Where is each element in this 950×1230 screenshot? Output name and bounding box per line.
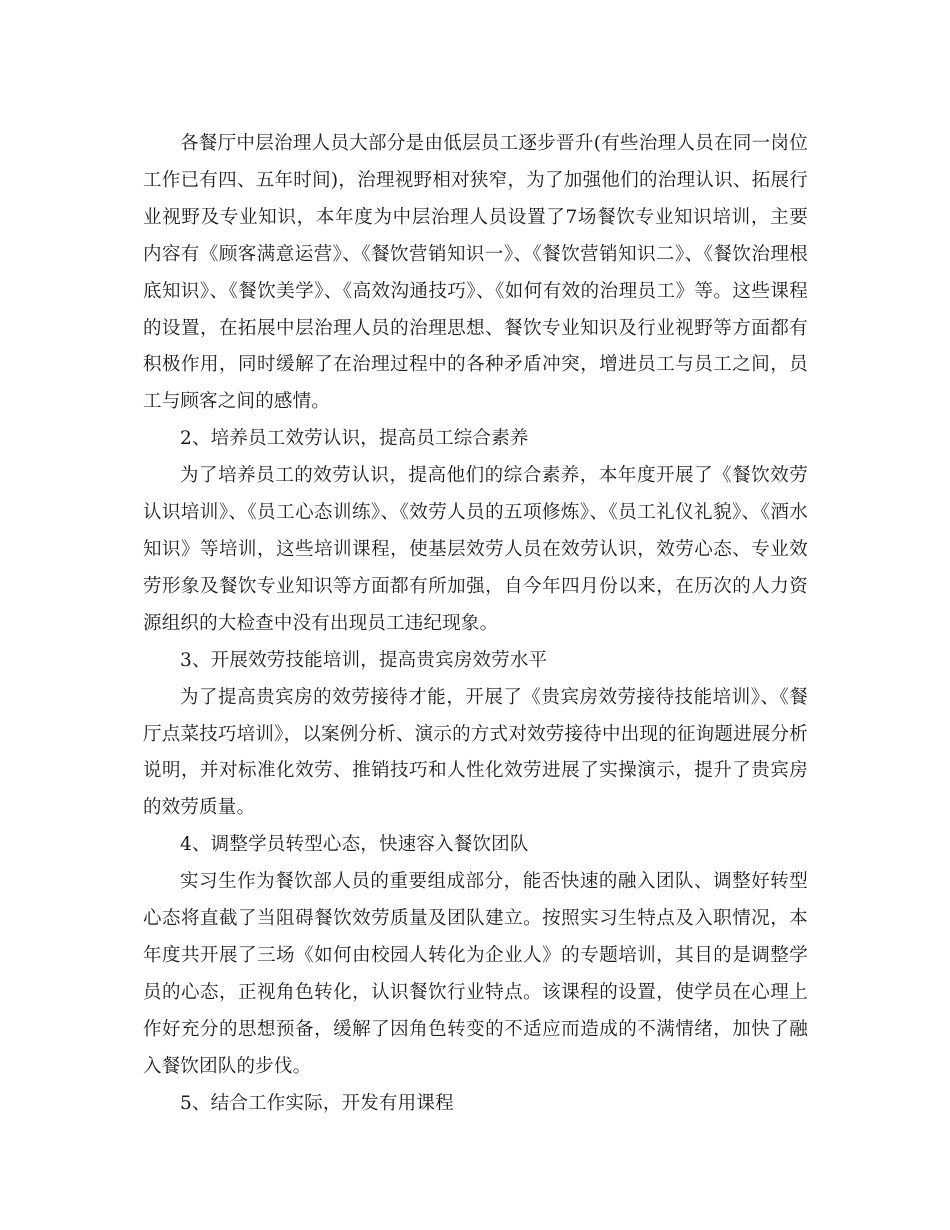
paragraph-middle-management-training: 各餐厅中层治理人员大部分是由低层员工逐步晋升(有些治理人员在同一岗位工作已有四、五年时间)，治理视野相对狭窄，为了加强他们的治理认识、拓展行业视野及专业知识，本年度为中层治理人员设置了7场餐饮专业知识培训，主要内容有《顾客满意运营》、《餐饮营销知识一》、《餐饮营销知识二》、《餐饮治理根底知识》、《餐饮美学》、《高效沟通技巧》、《如何有效的治理员工》等。这些课程的设置，在拓展中层治理人员的治理思想、餐饮专业知识及行业视野等方面都有积极作用，同时缓解了在治理过程中的各种矛盾冲突，增进员工与员工之间，员工与顾客之间的感情。 — [143, 133, 808, 413]
section-heading-service-awareness: 2、培养员工效劳认识，提高员工综合素养 — [180, 428, 529, 450]
section-heading-trainee-mindset: 4、调整学员转型心态，快速容入餐饮团队 — [180, 834, 529, 856]
section-heading-vip-service-skills: 3、开展效劳技能培训，提高贵宾房效劳水平 — [180, 649, 548, 671]
document-page — [143, 126, 808, 1122]
section-heading-practical-courses: 5、结合工作实际，开发有用课程 — [180, 1092, 454, 1114]
paragraph-service-awareness: 为了培养员工的效劳认识，提高他们的综合素养，本年度开展了《餐饮效劳认识培训》、《员工心态训练》、《效劳人员的五项修炼》、《员工礼仪礼貌》、《酒水知识》等培训，这些培训课程，使基层效劳人员在效劳认识，效劳心态、专业效劳形象及餐饮专业知识等方面都有所加强，自今年四月份以来，在历次的人力资源组织的大检查中没有出现员工违纪现象。 — [143, 465, 808, 634]
paragraph-trainee-mindset: 实习生作为餐饮部人员的重要组成部分，能否快速的融入团队、调整好转型心态将直截了当阻碍餐饮效劳质量及团队建立。按照实习生特点及入职情况，本年度共开展了三场《如何由校园人转化为企业人》的专题培训，其目的是调整学员的心态，正视角色转化，认识餐饮行业特点。该课程的设置，使学员在心理上作好充分的思想预备，缓解了因角色转变的不适应而造成的不满情绪，加快了融入餐饮团队的步伐。 — [143, 871, 808, 1077]
paragraph-vip-service-skills: 为了提高贵宾房的效劳接待才能，开展了《贵宾房效劳接待技能培训》、《餐厅点菜技巧培训》，以案例分析、演示的方式对效劳接待中出现的征询题进展分析说明，并对标准化效劳、推销技巧和人性化效劳进展了实操演示，提升了贵宾房的效劳质量。 — [143, 686, 808, 819]
